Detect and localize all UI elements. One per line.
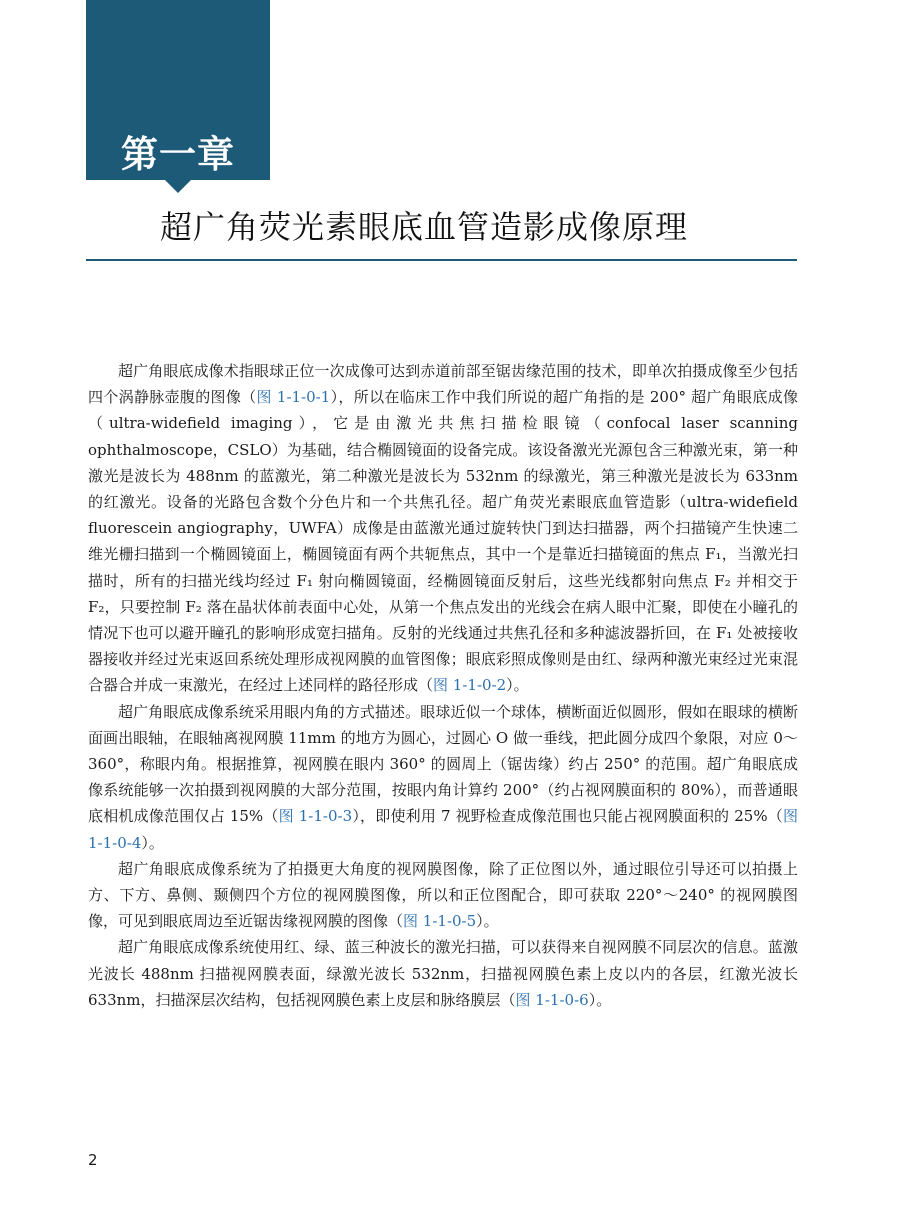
- chapter-label: 第一章: [121, 133, 235, 176]
- paragraph-text: ），即使利用 7 视野检查成像范围也只能占视网膜面积的 25%（: [352, 807, 783, 826]
- paragraph-text: ）。: [141, 833, 164, 852]
- paragraph-2: [88, 699, 798, 856]
- figure-reference-link[interactable]: 图 1-1-0-1: [256, 388, 331, 407]
- figure-reference-link[interactable]: 图 1-1-0-3: [278, 807, 353, 826]
- paragraph-3: [88, 856, 798, 935]
- paragraph-4: [88, 934, 798, 1013]
- title-rule: [86, 259, 797, 261]
- figure-reference-link[interactable]: 图 1-1-0-2: [433, 676, 507, 695]
- chapter-tab: [86, 0, 270, 180]
- body-text: [88, 358, 798, 1013]
- page-number: 2: [88, 1151, 98, 1169]
- paragraph-text: 超广角眼底成像系统使用红、绿、蓝三种波长的激光扫描，可以获得来自视网膜不同层次的信息。蓝激光波长 488nm 扫描视网膜表面，绿激光波长 532nm，扫描视网膜色素上皮以内的各层，红激光波长 633nm，扫描深层次结构，包括视网膜色素上皮层和脉络膜层（: [88, 938, 798, 1009]
- figure-reference-link[interactable]: 图 1-1-0-4: [88, 807, 798, 852]
- figure-reference-link[interactable]: 图 1-1-0-5: [403, 912, 477, 931]
- paragraph-text: ）。: [506, 676, 529, 695]
- paragraph-1: [88, 358, 798, 699]
- chapter-title: 超广角荧光素眼底血管造影成像原理: [160, 208, 689, 246]
- paragraph-text: 超广角眼底成像系统采用眼内角的方式描述。眼球近似一个球体，横断面近似圆形，假如在眼球的横断面画出眼轴，在眼轴离视网膜 11mm 的地方为圆心，过圆心 O 做一垂线，把此圆分成四个象限，对应 0～360°，称眼内角。根据推算，视网膜在眼内 360° 的圆周上（锯齿缘）约占 250° 的范围。超广角眼底成像系统能够一次拍摄到视网膜的大部分范围，按眼内角计算约 200°（约占视网膜面积的 80%），而普通眼底相机成像范围仅占 15%（: [88, 702, 798, 826]
- figure-reference-link[interactable]: 图 1-1-0-6: [515, 990, 589, 1009]
- paragraph-text: 超广角眼底成像术指眼球正位一次成像可达到赤道前部至锯齿缘范围的技术，即单次拍摄成像至少包括四个涡静脉壶腹的图像（: [88, 362, 798, 407]
- paragraph-text: 超广角眼底成像系统为了拍摄更大角度的视网膜图像，除了正位图以外，通过眼位引导还可以拍摄上方、下方、鼻侧、颞侧四个方位的视网膜图像，所以和正位图配合，即可获取 220°～240° 的视网膜图像，可见到眼底周边至近锯齿缘视网膜的图像（: [88, 859, 798, 931]
- paragraph-text: ），所以在临床工作中我们所说的超广角指的是 200° 超广角眼底成像（ultra-widefield imaging），它是由激光共焦扫描检眼镜（confocal laser scanning ophthalmoscope，CSLO）为基础，结合椭圆镜面的设备完成。该设备激光光源包含三种激光束，第一种激光是波长为 488nm 的蓝激光，第二种激光是波长为 532nm 的绿激光，第三种激光是波长为 633nm 的红激光。设备的光路包含数个分色片和一个共焦孔径。超广角荧光素眼底血管造影（ultra-widefield fluorescein angiography，UWFA）成像是由蓝激光通过旋转快门到达扫描器，两个扫描镜产生快速二维光栅扫描到一个椭圆镜面上，椭圆镜面有两个共轭焦点，其中一个是靠近扫描镜面的焦点 F₁，当激光扫描时，所有的扫描光线均经过 F₁ 射向椭圆镜面，经椭圆镜面反射后，这些光线都射向焦点 F₂ 并相交于 F₂，只要控制 F₂ 落在晶状体前表面中心处，从第一个焦点发出的光线会在病人眼中汇聚，即使在小瞳孔的情况下也可以避开瞳孔的影响形成宽扫描角。反射的光线通过共焦孔径和多种滤波器折回，在 F₁ 处被接收器接收并经过光束返回系统处理形成视网膜的血管图像；眼底彩照成像则是由红、绿两种激光束经过光束混合器合并成一束激光，在经过上述同样的路径形成（: [88, 388, 798, 695]
- paragraph-text: ）。: [476, 912, 499, 931]
- chapter-tab-pointer: [165, 180, 191, 193]
- paragraph-text: ）。: [588, 990, 612, 1009]
